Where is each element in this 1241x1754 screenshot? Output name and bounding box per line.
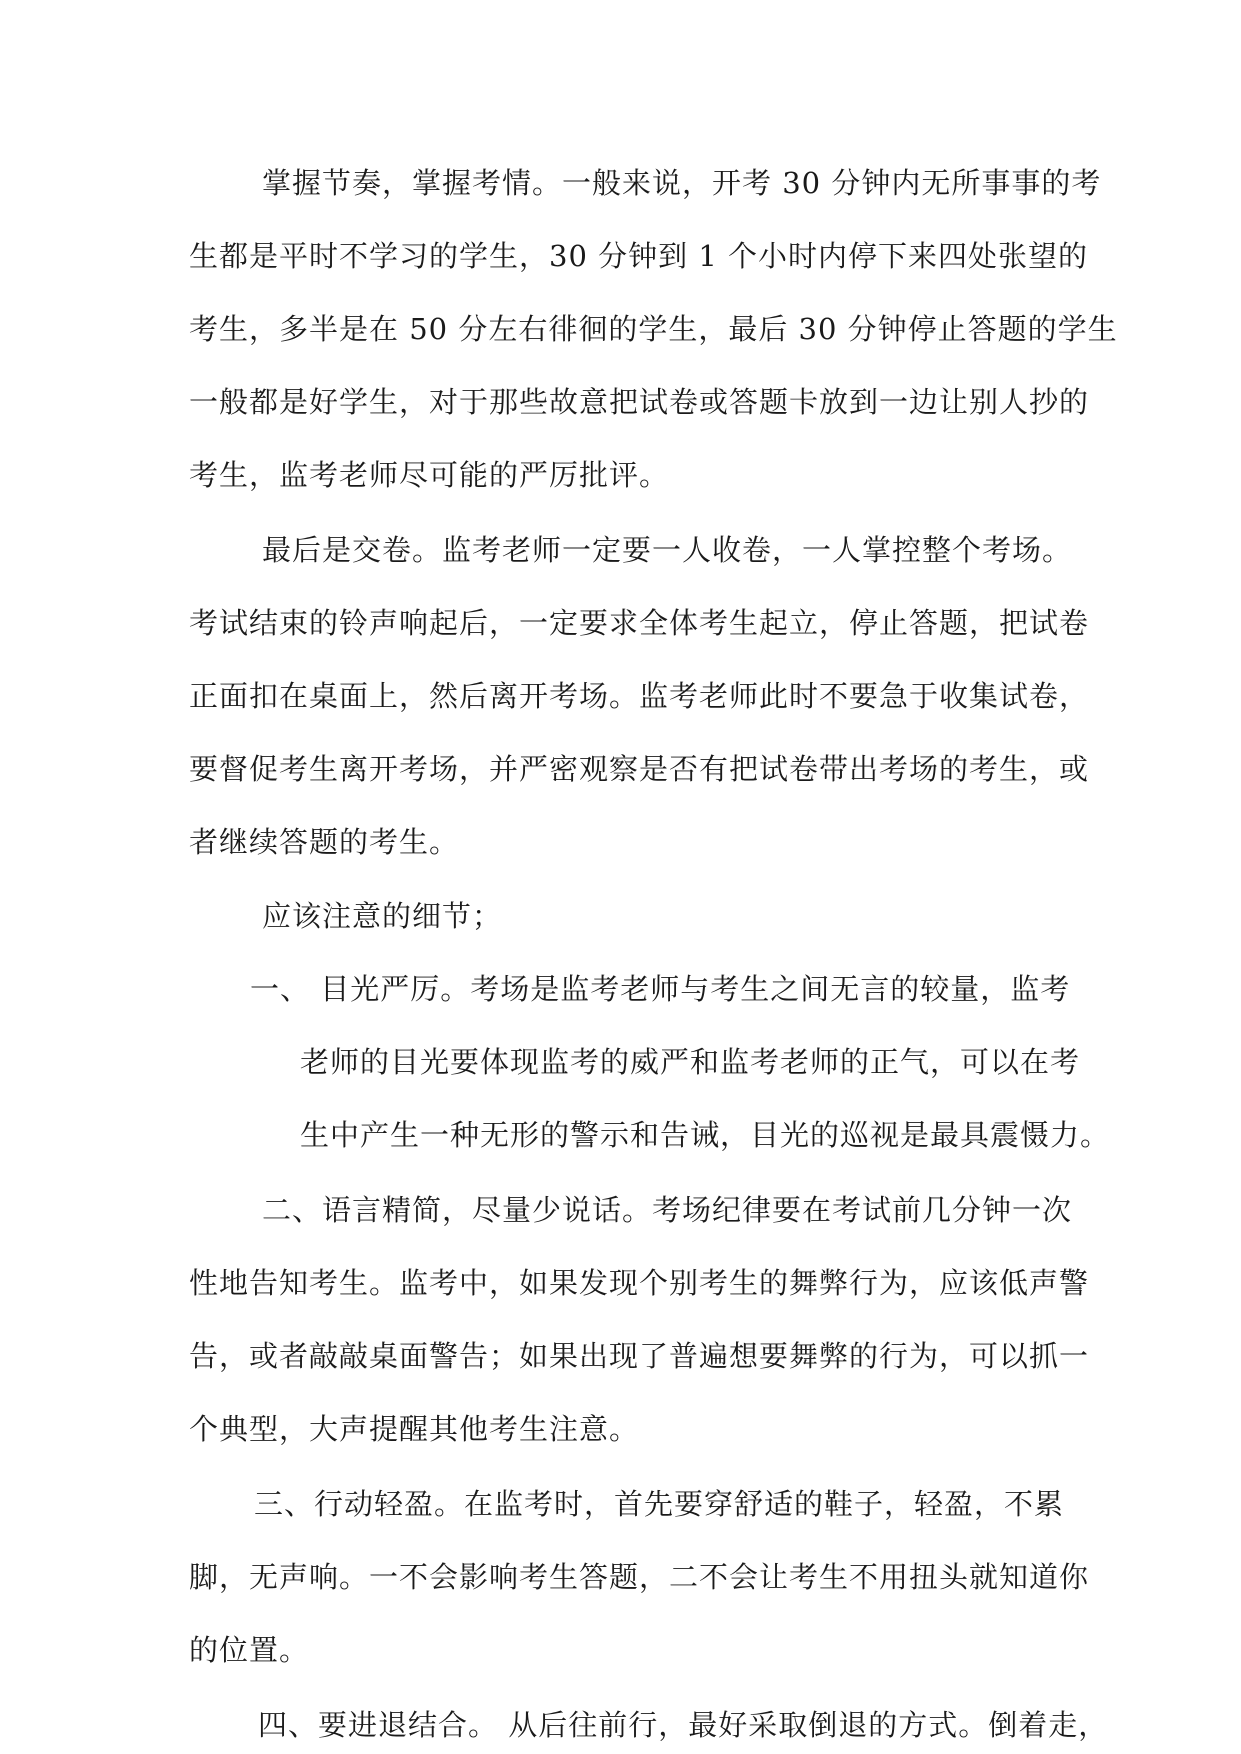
text-line: 告，或者敲敲桌面警告；如果出现了普遍想要舞弊的行为，可以抓一 (189, 1339, 1090, 1373)
text-line: 正面扣在桌面上，然后离开考场。监考老师此时不要急于收集试卷， (189, 679, 1090, 713)
text-line: 一般都是好学生，对于那些故意把试卷或答题卡放到一边让别人抄的 (189, 385, 1090, 419)
text-line: 者继续答题的考生。 (189, 825, 460, 859)
text-line: 掌握节奏，掌握考情。一般来说，开考 30 分钟内无所事事的考 (262, 166, 1102, 200)
list-item-1: 一、 目光严厉。考场是监考老师与考生之间无言的较量，监考 (250, 972, 1071, 1006)
section-heading: 应该注意的细节； (262, 899, 503, 933)
list-item-1-continuation: 生中产生一种无形的警示和告诫，目光的巡视是最具震慑力。 (300, 1118, 1111, 1152)
text-line: 要督促考生离开考场，并严密观察是否有把试卷带出考场的考生，或 (189, 752, 1090, 786)
list-item-2: 二、语言精简，尽量少说话。考场纪律要在考试前几分钟一次 (262, 1193, 1073, 1227)
text-line: 的位置。 (189, 1633, 310, 1667)
text-line: 性地告知考生。监考中，如果发现个别考生的舞弊行为，应该低声警 (189, 1266, 1090, 1300)
text-line: 个典型，大声提醒其他考生注意。 (189, 1412, 640, 1446)
text-line: 脚，无声响。一不会影响考生答题，二不会让考生不用扭头就知道你 (189, 1560, 1090, 1594)
text-line: 考生，多半是在 50 分左右徘徊的学生，最后 30 分钟停止答题的学生 (189, 312, 1118, 346)
list-item-3: 三、行动轻盈。在监考时，首先要穿舒适的鞋子，轻盈，不累 (254, 1487, 1065, 1521)
text-line: 生都是平时不学习的学生，30 分钟到 1 个小时内停下来四处张望的 (189, 239, 1089, 273)
text-line: 最后是交卷。监考老师一定要一人收卷，一人掌控整个考场。 (262, 533, 1073, 567)
list-item-4: 四、要进退结合。 从后往前行，最好采取倒退的方式。倒着走， (258, 1708, 1109, 1742)
text-line: 考生，监考老师尽可能的严厉批评。 (189, 458, 670, 492)
list-item-1-continuation: 老师的目光要体现监考的威严和监考老师的正气，可以在考 (300, 1045, 1081, 1079)
text-line: 考试结束的铃声响起后，一定要求全体考生起立，停止答题，把试卷 (189, 606, 1090, 640)
